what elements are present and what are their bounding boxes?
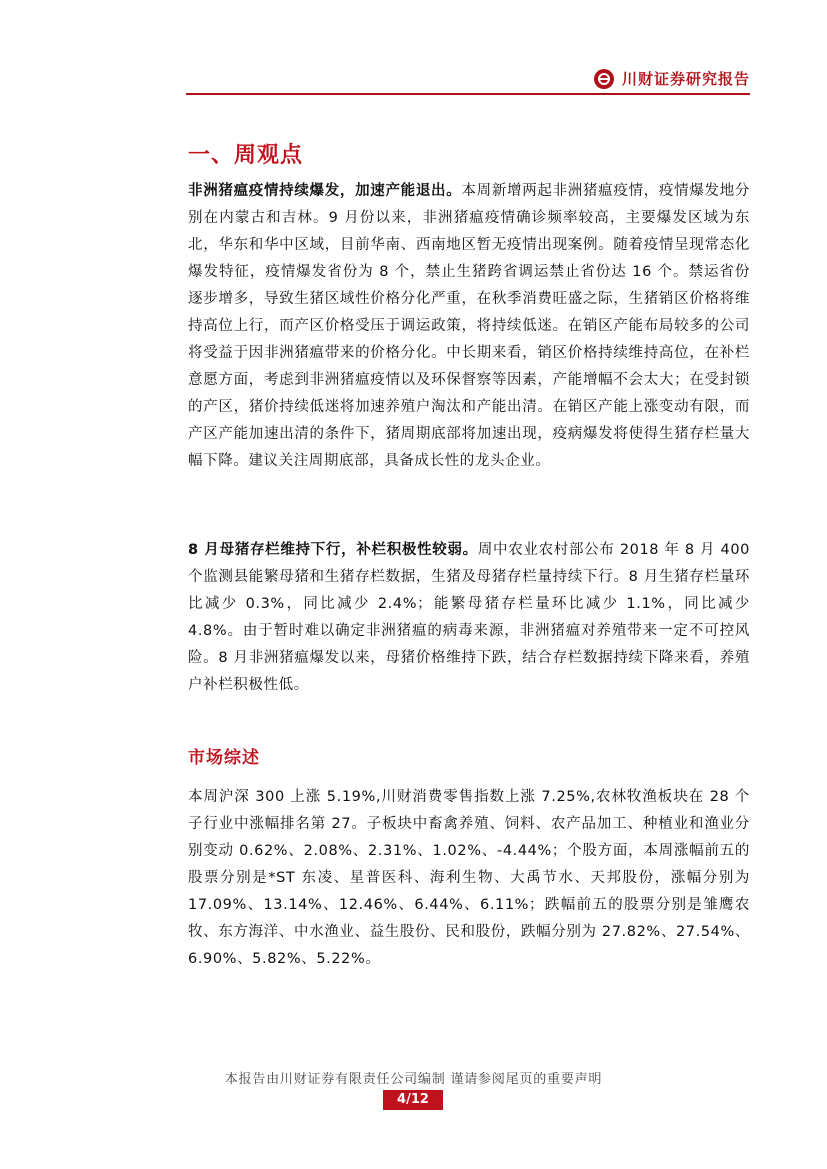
brand-title: 川财证券研究报告 [621,70,750,88]
paragraph-sow-inventory [188,537,750,699]
footer-disclaimer: 本报告由川财证券有限责任公司编制 谨请参阅尾页的重要声明 [224,1072,603,1087]
paragraph-body: 本周新增两起非洲猪瘟疫情，疫情爆发地分别在内蒙古和吉林。9 月份以来，非洲猪瘟疫情确诊频率较高，主要爆发区域为东北，华东和华中区域，目前华南、西南地区暂无疫情出现案例。随着疫情呈现常态化爆发特征，疫情爆发省份为 8 个，禁止生猪跨省调运禁止省份达 16 个。禁运省份逐步增多，导致生猪区域性价格分化严重，在秋季消费旺盛之际，生猪销区价格将维持高位上行，而产区价格受压于调运政策，将持续低迷。在销区产能布局较多的公司将受益于因非洲猪瘟带来的价格分化。中长期来看，销区价格持续维持高位，在补栏意愿方面，考虑到非洲猪瘟疫情以及环保督察等因素，产能增幅不会太大；在受封锁的产区，猪价持续低迷将加速养殖户淘汰和产能出清。在销区产能上涨变动有限，而产区产能加速出清的条件下，猪周期底部将加速出现，疫病爆发将使得生猪存栏量大幅下降。建议关注周期底部，具备成长性的龙头企业。 [188,183,750,469]
chuancai-logo-icon [594,69,614,89]
brand [594,68,750,89]
page-header [186,66,750,94]
page-number: 4/12 [383,1090,443,1110]
paragraph-african-swine-fever [188,178,750,475]
section-title-weekly-view: 一、周观点 [188,142,304,168]
paragraph-lead: 8 月母猪存栏维持下行，补栏积极性较弱。 [188,542,478,558]
paragraph-lead: 非洲猪瘟疫情持续爆发，加速产能退出。 [188,183,462,199]
section-title-market-review: 市场综述 [188,748,260,768]
paragraph-market-review: 本周沪深 300 上涨 5.19%,川财消费零售指数上涨 7.25%,农林牧渔板块在 28 个子行业中涨幅排名第 27。子板块中畜禽养殖、饲料、农产品加工、种植业和渔业分别变动 0.62%、2.08%、2.31%、1.02%、-4.44%；个股方面，本周涨幅前五的股票分别是*ST 东凌、星普医科、海利生物、大禹节水、天邦股份，涨幅分别为 17.09%、13.14%、12.46%、6.44%、6.11%；跌幅前五的股票分别是雏鹰农牧、东方海洋、中水渔业、益生股份、民和股份，跌幅分别为 27.82%、27.54%、6.90%、5.82%、5.22%。 [188,789,750,967]
paragraph-body: 周中农业农村部公布 2018 年 8 月 400 个监测县能繁母猪和生猪存栏数据，生猪及母猪存栏量持续下行。8 月生猪存栏量环比减少 0.3%，同比减少 2.4%；能繁母猪存栏量环比减少 1.1%，同比减少 4.8%。由于暂时难以确定非洲猪瘟的病毒来源，非洲猪瘟对养殖带来一定不可控风险。8 月非洲猪瘟爆发以来，母猪价格维持下跌，结合存栏数据持续下降来看，养殖户补栏积极性低。 [188,542,750,693]
header-divider [186,93,750,95]
